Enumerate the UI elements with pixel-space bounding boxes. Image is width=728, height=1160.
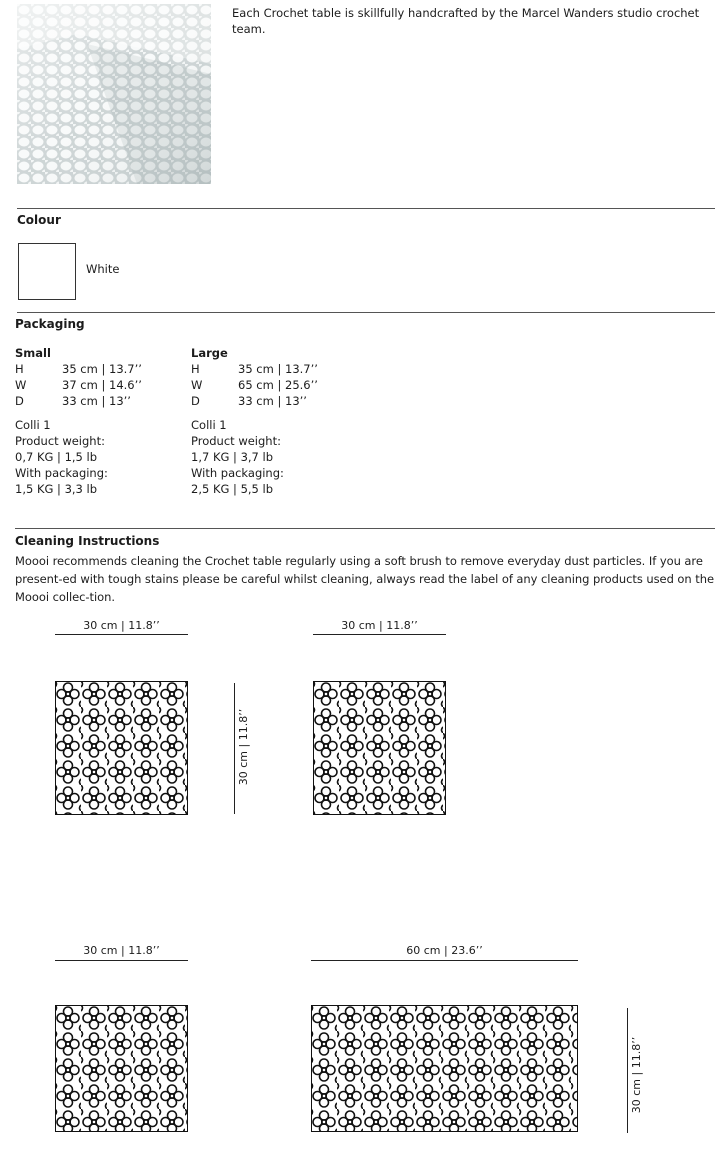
product-weight: 0,7 KG | 1,5 lb: [15, 450, 98, 464]
colli: Colli 1: [15, 418, 51, 432]
dim-row: [191, 377, 361, 393]
dim-value: 35 cm | 13.7’’: [238, 362, 318, 376]
intro-text: Each Crochet table is skillfully handcrafted by the Marcel Wanders studio crochet team.: [232, 6, 700, 36]
dim-row: [15, 377, 185, 393]
colli: Colli 1: [191, 418, 227, 432]
packaging-weight-label: With packaging:: [15, 466, 108, 480]
dim-label: W: [15, 378, 27, 392]
height-dimension: 30 cm | 11.8’’: [237, 708, 250, 786]
table-drawing: [55, 1005, 188, 1132]
dimension-line: [627, 1008, 628, 1133]
dim-value: 35 cm | 13.7’’: [62, 362, 142, 376]
height-dimension: 30 cm | 11.8’’: [630, 1036, 643, 1114]
dim-value: 33 cm | 13’’: [62, 394, 131, 408]
table-drawing: [313, 681, 446, 815]
dim-value: 65 cm | 25.6’’: [238, 378, 318, 392]
dim-label: H: [15, 362, 24, 376]
product-weight: 1,7 KG | 3,7 lb: [191, 450, 274, 464]
dim-value: 37 cm | 14.6’’: [62, 378, 142, 392]
product-photo: [17, 4, 211, 184]
dim-row: [15, 393, 185, 409]
dim-row: [191, 361, 361, 377]
cleaning-heading: Cleaning Instructions: [15, 534, 160, 548]
colour-swatch: [18, 243, 76, 300]
packaging-heading: Packaging: [15, 317, 85, 331]
packaging-weight: 1,5 KG | 3,3 lb: [15, 482, 98, 496]
dimension-line: [311, 960, 578, 961]
dim-label: D: [191, 394, 200, 408]
cleaning-text: Moooi recommends cleaning the Crochet table regularly using a soft brush to remove everyday dust particles. If you are present-ed with tough stains please be careful whilst cleaning, always read the label of any cleaning products used on the Moooi collec-tion.: [15, 554, 714, 604]
dimension-line: [55, 960, 188, 961]
dimension-line: [234, 683, 235, 814]
size-title: Small: [15, 346, 51, 360]
dimension-line: [55, 634, 188, 635]
width-dimension: 30 cm | 11.8’’: [341, 619, 418, 632]
product-weight-label: Product weight:: [191, 434, 281, 448]
table-drawing: [55, 681, 188, 815]
table-drawing: [311, 1005, 578, 1132]
width-dimension: 60 cm | 23.6’’: [406, 944, 483, 957]
divider: [15, 528, 715, 529]
colour-name: White: [86, 262, 120, 276]
dim-label: H: [191, 362, 200, 376]
dim-row: [15, 361, 185, 377]
dimension-line: [313, 634, 446, 635]
product-weight-label: Product weight:: [15, 434, 105, 448]
divider: [17, 208, 715, 209]
width-dimension: 30 cm | 11.8’’: [83, 944, 160, 957]
divider: [17, 312, 715, 313]
dim-label: W: [191, 378, 203, 392]
packaging-small: [15, 345, 185, 497]
dim-value: 33 cm | 13’’: [238, 394, 307, 408]
packaging-large: [191, 345, 361, 497]
width-dimension: 30 cm | 11.8’’: [83, 619, 160, 632]
dim-row: [191, 393, 361, 409]
colour-heading: Colour: [17, 213, 61, 227]
packaging-weight: 2,5 KG | 5,5 lb: [191, 482, 274, 496]
dim-label: D: [15, 394, 24, 408]
packaging-weight-label: With packaging:: [191, 466, 284, 480]
size-title: Large: [191, 346, 228, 360]
